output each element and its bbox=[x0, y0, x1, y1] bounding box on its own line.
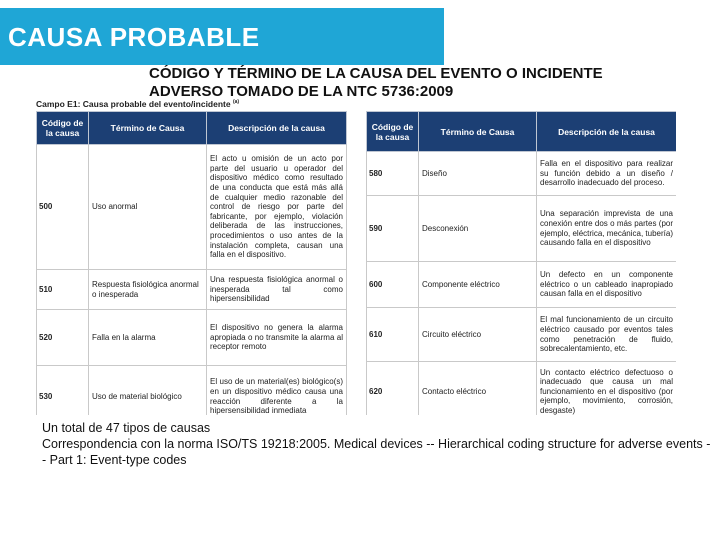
column-header-code: Código de la causa bbox=[37, 112, 89, 145]
cause-code: 510 bbox=[37, 270, 89, 310]
table-row bbox=[37, 310, 347, 366]
cause-term: Uso anormal bbox=[89, 145, 207, 270]
footer-line-correspondence: Correspondencia con la norma ISO/TS 19218:2005. Medical devices -- Hierarchical coding structure for adverse events -- Part 1: Event-type codes bbox=[42, 437, 711, 467]
table-row bbox=[367, 152, 677, 196]
cause-code: 500 bbox=[37, 145, 89, 270]
column-header-description: Descripción de la causa bbox=[537, 112, 677, 152]
campo-label-note: (a) bbox=[232, 99, 240, 106]
cause-term: Desconexión bbox=[419, 196, 537, 262]
cause-code: 610 bbox=[367, 308, 419, 362]
cause-description: Un defecto en un componente eléctrico o un cableado inapropiado causan falla en el dispositivo bbox=[537, 262, 677, 308]
cause-term: Componente eléctrico bbox=[419, 262, 537, 308]
column-header-term: Término de Causa bbox=[89, 112, 207, 145]
table-row bbox=[367, 262, 677, 308]
cause-description: El mal funcionamiento de un circuito eléctrico causado por eventos tales como penetración de fluido, sobrecalentamiento, etc. bbox=[537, 308, 677, 362]
cause-description: El acto u omisión de un acto por parte del usuario u operador del dispositivo médico como resultado de una conducta que está más allá de cualquier medio razonable del control de riesgo por parte del fabricante, por ejemplo, violación deliberada de las instrucciones, procedimientos o uso antes de la instalación completa, causan una falla en el dispositivo. bbox=[207, 145, 347, 270]
cause-term: Falla en la alarma bbox=[89, 310, 207, 366]
footer-notes bbox=[42, 420, 712, 468]
table-row bbox=[37, 145, 347, 270]
cause-description: Falla en el dispositivo para realizar su función debido a un diseño / desarrollo inadecuado del proceso. bbox=[537, 152, 677, 196]
cause-term: Respuesta fisiológica anormal o inesperada bbox=[89, 270, 207, 310]
table-row bbox=[367, 308, 677, 362]
title-banner bbox=[0, 8, 444, 65]
column-header-code: Código de la causa bbox=[367, 112, 419, 152]
table-row bbox=[367, 362, 677, 416]
campo-label-text: Campo E1: Causa probable del evento/incidente bbox=[36, 99, 231, 109]
footer-line-total: Un total de 47 tipos de causas bbox=[42, 421, 211, 435]
table-header-row bbox=[367, 112, 677, 152]
table-row bbox=[367, 196, 677, 262]
cause-term: Diseño bbox=[419, 152, 537, 196]
page-title: CAUSA PROBABLE bbox=[8, 22, 260, 52]
document-title-line-2: ADVERSO TOMADO DE LA NTC 5736:2009 bbox=[149, 83, 454, 100]
cause-description: Una respuesta fisiológica anormal o inesperada tal como hipersensibilidad bbox=[207, 270, 347, 310]
cause-code: 590 bbox=[367, 196, 419, 262]
scanned-document bbox=[36, 65, 676, 415]
cause-term: Contacto eléctrico bbox=[419, 362, 537, 416]
table-row bbox=[37, 366, 347, 416]
cause-code: 600 bbox=[367, 262, 419, 308]
cause-description: El dispositivo no genera la alarma apropiada o no transmite la alarma al receptor remoto bbox=[207, 310, 347, 366]
cause-table-left bbox=[36, 111, 347, 415]
cause-description: Un contacto eléctrico defectuoso o inadecuado que causa un mal funcionamiento en el dispositivo (por ejemplo, movimiento, corrosión, desgaste) bbox=[537, 362, 677, 416]
cause-term: Circuito eléctrico bbox=[419, 308, 537, 362]
cause-term: Uso de material biológico bbox=[89, 366, 207, 416]
cause-description: El uso de un material(es) biológico(s) en un dispositivo médico causa una reacción diferente a la hipersensibilidad inmediata bbox=[207, 366, 347, 416]
cause-description: Una separación imprevista de una conexión entre dos o más partes (por ejemplo, eléctrica, mecánica, tubería) causando falla en el dispositivo bbox=[537, 196, 677, 262]
cause-code: 530 bbox=[37, 366, 89, 416]
column-header-description: Descripción de la causa bbox=[207, 112, 347, 145]
table-row bbox=[37, 270, 347, 310]
cause-code: 520 bbox=[37, 310, 89, 366]
column-header-term: Término de Causa bbox=[419, 112, 537, 152]
cause-code: 620 bbox=[367, 362, 419, 416]
cause-table-right bbox=[366, 111, 676, 415]
campo-label bbox=[36, 99, 239, 109]
document-title-line-1: CÓDIGO Y TÉRMINO DE LA CAUSA DEL EVENTO O INCIDENTE bbox=[149, 65, 603, 82]
document-title bbox=[149, 65, 676, 101]
table-header-row bbox=[37, 112, 347, 145]
cause-code: 580 bbox=[367, 152, 419, 196]
